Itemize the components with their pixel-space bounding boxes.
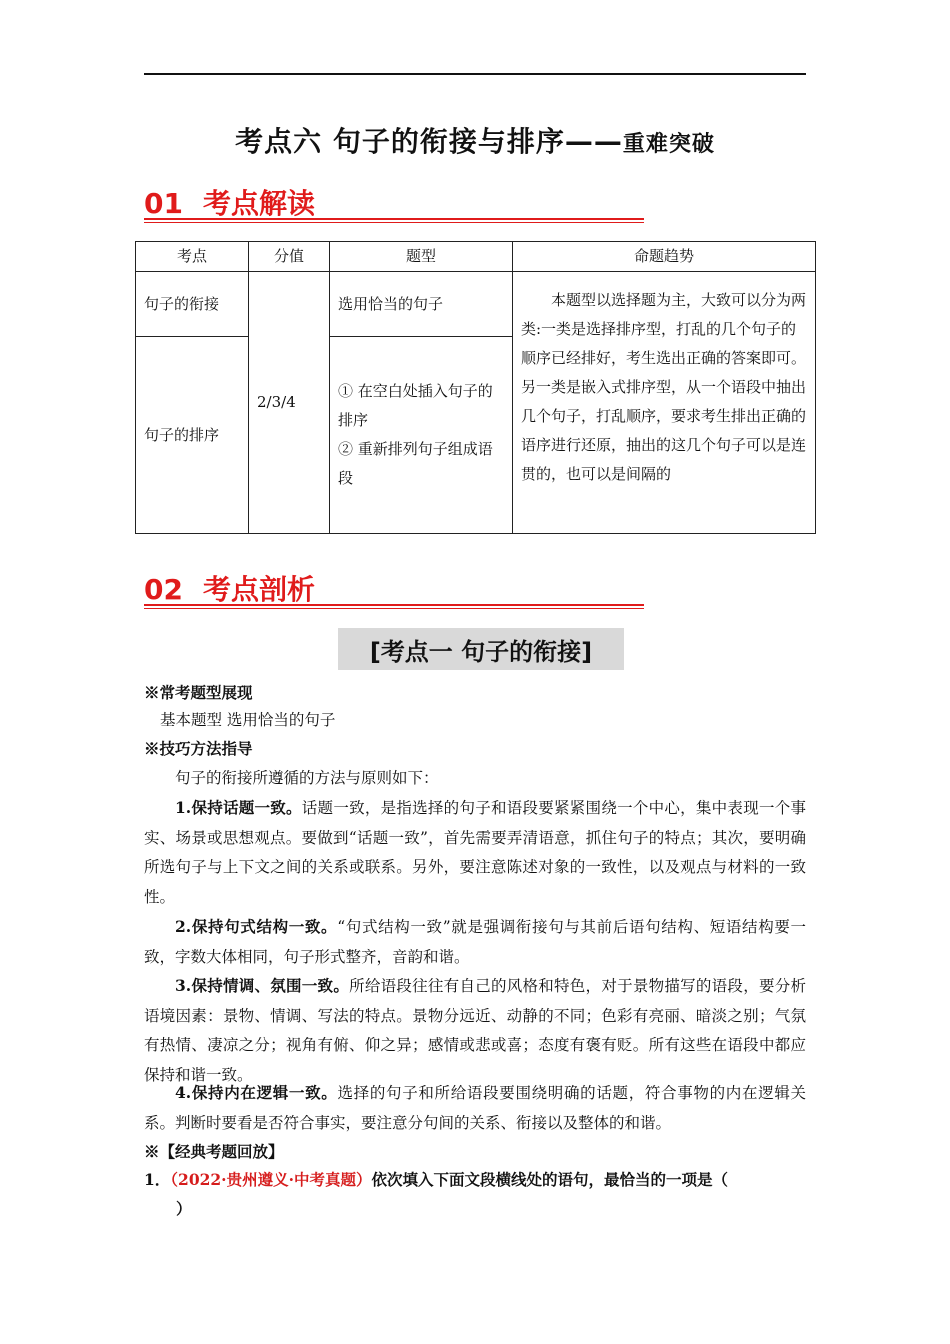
method-text: “句式结构一致”就是强调衔接句与其前后语句结构、短语结构要一致，字数大体相同，句子形式整齐，音韵和谐。 (144, 918, 806, 966)
method-text: 话题一致，是指选择的句子和语段要紧紧围绕一个中心，集中表现一个事实、场景或思想观点。要做到“话题一致”，首先需要弄清语意，抓住句子的特点；其次，要明确所选句子与上下文之间的关系或联系。另外，要注意陈述对象的一致性，以及观点与材料的一致性。 (144, 799, 806, 906)
title-main: 考点六 句子的衔接与排序—— (235, 125, 623, 158)
section-underline-thin (144, 222, 644, 223)
method-text: 选择的句子和所给语段要围绕明确的话题，符合事物的内在逻辑关系。判断时要看是否符合事实，要注意分句间的关系、衔接以及整体的和谐。 (144, 1084, 806, 1132)
table-row (136, 272, 816, 337)
method-title: 2.保持句式结构一致。 (175, 917, 338, 936)
section-underline-thin (144, 608, 644, 609)
intro-paragraph: 句子的衔接所遵循的方法与原则如下： (175, 769, 439, 787)
method-title: 3.保持情调、氛围一致。 (175, 976, 350, 995)
trend-cell: 本题型以选择题为主，大致可以分为两类:一类是选择排序型，打乱的几个句子的顺序已经排好，考生选出正确的答案即可。另一类是嵌入式排序型，从一个语段中抽出几个句子，打乱顺序，要求考生排出正确的语序进行还原，抽出的这几个句子可以是连贯的，也可以是间隔的 (513, 272, 816, 534)
subheading: ※【经典考题回放】 (144, 1142, 284, 1161)
exam-point-table (135, 241, 816, 534)
method-paragraph-3 (144, 971, 806, 1090)
section-number: 02 (144, 573, 183, 606)
page-title (0, 120, 950, 160)
question-type-line: 基本题型 选用恰当的句子 (160, 711, 336, 729)
kp-title: [考点一 句子的衔接] (369, 638, 593, 666)
type-item: ② 重新排列句子组成语段 (338, 440, 493, 487)
type-item: ① 在空白处插入句子的排序 (338, 382, 493, 429)
top-rule (144, 73, 806, 75)
type-cell (330, 337, 513, 534)
subheading: ※技巧方法指导 (144, 739, 253, 758)
section-underline (144, 604, 644, 606)
section-underline (144, 218, 644, 220)
subheading: ※常考题型展现 (144, 683, 253, 702)
topic-cell: 句子的排序 (136, 337, 249, 534)
question-number: 1． (144, 1170, 171, 1189)
question-text: 依次填入下面文段横线处的语句，最恰当的一项是（ (371, 1170, 728, 1189)
method-title: 4.保持内在逻辑一致。 (175, 1083, 338, 1102)
section-number: 01 (144, 187, 183, 220)
header-cell: 分值 (249, 242, 330, 272)
header-cell: 命题趋势 (513, 242, 816, 272)
method-title: 1.保持话题一致。 (175, 798, 302, 817)
method-text: 所给语段往往有自己的风格和特色，对于景物描写的语段，要分析语境因素：景物、情调、写法的特点。景物分远近、动静的不同；色彩有亮丽、暗淡之别；气氛有热情、凄凉之分；视角有俯、仰之异；感情或悲或喜；态度有褒有贬。所有这些在语段中都应保持和谐一致。 (144, 977, 806, 1084)
table-header-row (136, 242, 816, 272)
question-1 (144, 1165, 806, 1195)
method-paragraph-4 (144, 1078, 806, 1138)
score-cell: 2/3/4 (249, 272, 330, 534)
topic-cell: 句子的衔接 (136, 272, 249, 337)
question-bracket-end: ） (176, 1199, 192, 1218)
type-cell: 选用恰当的句子 (330, 272, 513, 337)
section-heading-1 (144, 182, 315, 222)
question-source: （2022·贵州遵义·中考真题） (170, 1170, 372, 1189)
header-cell: 题型 (330, 242, 513, 272)
title-subtitle: 重难突破 (622, 131, 715, 157)
section-label: 考点解读 (202, 187, 315, 220)
header-cell: 考点 (136, 242, 249, 272)
method-paragraph-2 (144, 912, 806, 972)
method-paragraph-1 (144, 793, 806, 912)
section-heading-2 (144, 568, 315, 608)
section-label: 考点剖析 (202, 573, 315, 606)
